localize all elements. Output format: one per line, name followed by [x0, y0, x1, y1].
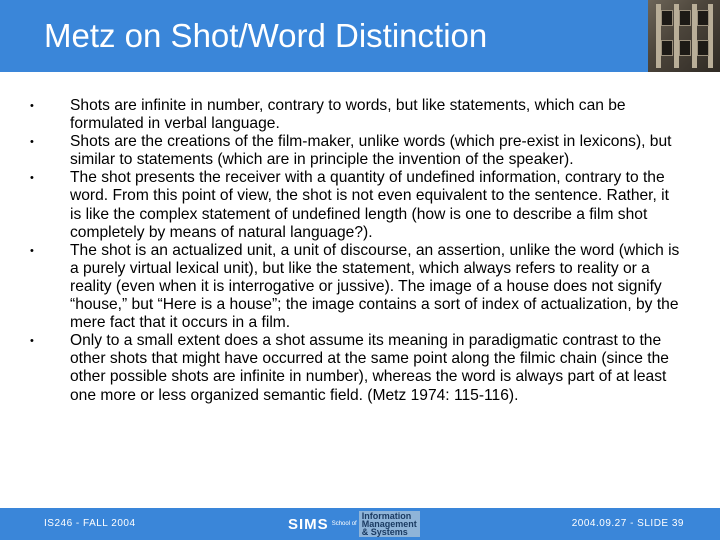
bullet-dot: •: [30, 136, 34, 149]
bullet-dot: •: [30, 100, 34, 112]
bullet-text: Shots are the creations of the film-maker, unlike words (which pre-exist in lexicons), but similar to statements (which are in principle the invention of the speaker).: [70, 133, 672, 169]
bullet-item: [30, 133, 680, 169]
bullet-text: The shot presents the receiver with a quantity of undefined information, contrary to the word. From this point of view, the shot is not even equivalent to the sentence. Rather, it is like the complex statement of undefined length (how is one to describe a film shot completely by means of natural language?).: [70, 169, 669, 241]
bullet-item: [30, 242, 680, 332]
title-bar: [0, 0, 720, 72]
bullet-list: [30, 97, 680, 405]
logo-info-line2: Management: [361, 519, 417, 529]
course-label: IS246 - FALL 2004: [44, 518, 136, 529]
logo-school: [332, 521, 357, 527]
building-photo-icon: [648, 0, 720, 72]
logo-info-box: [359, 511, 420, 537]
bullet-item: [30, 169, 680, 241]
bullet-text: The shot is an actualized unit, a unit of discourse, an assertion, unlike the word (which is a purely virtual lexical unit), but like the statement, which always refers to reality or a reality (even when it is interrogative or jussive). The image of a house does not signify “house,” but “Here is a house”; the image contains a sort of index of actualization, by the mere fact that it occurs in a film.: [70, 241, 680, 332]
logo-info-line3: & Systems: [361, 527, 408, 537]
slide-number: 2004.09.27 - SLIDE 39: [571, 518, 684, 529]
sims-logo: [288, 511, 420, 537]
bullet-text: Shots are infinite in number, contrary to words, but like statements, which can be formulated in verbal language.: [70, 97, 626, 133]
bullet-text: Only to a small extent does a shot assume its meaning in paradigmatic contrast to the other shots that might have occurred at the same point along the filmic chain (since the other possible shots are infinite in number), whereas the word is always part of at least one more or less organized semantic field. (Metz 1974: 115-116).: [70, 332, 669, 404]
bullet-dot: •: [30, 172, 34, 185]
bullet-dot: •: [30, 244, 34, 257]
logo-sims-text: SIMS: [288, 515, 329, 533]
slide-title: Metz on Shot/Word Distinction: [44, 17, 488, 54]
bullet-item: [30, 332, 680, 404]
bullet-dot: •: [30, 335, 34, 348]
logo-school-line: School of: [331, 521, 357, 527]
logo-info-line1: Information: [361, 511, 412, 521]
bullet-item: [30, 97, 680, 133]
